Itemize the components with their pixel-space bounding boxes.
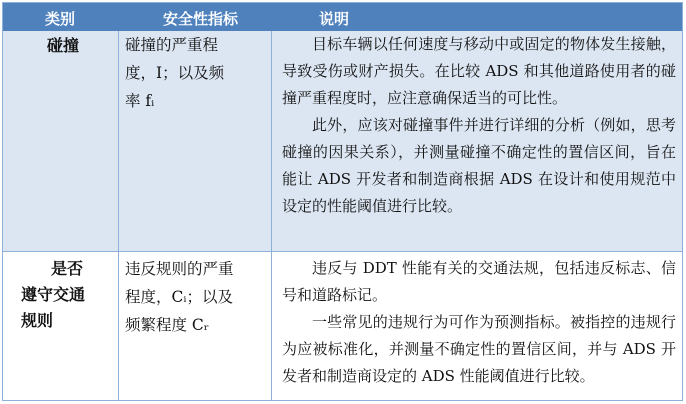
column-divider xyxy=(271,31,272,400)
category-line: 碰撞 xyxy=(46,36,79,55)
table-row-collision xyxy=(3,31,682,251)
indicator-cell xyxy=(125,255,265,339)
indicator-line: 程度，Cᵢ；以及 xyxy=(125,288,233,306)
category-cell xyxy=(33,33,93,59)
indicator-cell xyxy=(125,31,265,115)
header-description: 说明 xyxy=(319,10,350,28)
description-cell xyxy=(282,31,676,220)
description-paragraph: 此外，应该对碰撞事件并进行详细的分析（例如，思考碰撞的因果关系），并测量碰撞不确定性的置信区间，旨在能让 ADS 开发者和制造商根据 ADS 在设计和使用规范中设定的性能阈值进行比较。 xyxy=(282,116,676,215)
column-divider xyxy=(118,31,119,400)
description-paragraph: 违反与 DDT 性能有关的交通法规，包括违反标志、信号和道路标记。 xyxy=(282,259,676,304)
indicator-line: 频繁程度 Cᵣ xyxy=(125,316,210,334)
category-line: 遵守交通 xyxy=(21,285,86,304)
description-cell xyxy=(282,255,676,390)
table-header xyxy=(3,3,682,31)
category-line: 规则 xyxy=(21,311,54,330)
category-line: 是否 xyxy=(51,259,84,278)
indicator-line: 度，I；以及频 xyxy=(125,64,225,82)
header-category: 类别 xyxy=(45,10,76,28)
safety-indicator-table xyxy=(2,2,683,401)
header-indicator: 安全性指标 xyxy=(163,10,239,28)
indicator-line: 碰撞的严重程 xyxy=(125,36,219,54)
description-paragraph: 一些常见的违规行为可作为预测指标。被指控的违规行为应被标准化，并测量不确定性的置信区间，并与 ADS 开发者和制造商设定的 ADS 性能阈值进行比较。 xyxy=(282,313,676,385)
table-row-traffic-rules xyxy=(3,251,682,401)
category-cell xyxy=(21,256,121,334)
indicator-line: 率 fᵢ xyxy=(125,92,155,110)
description-paragraph: 目标车辆以任何速度与移动中或固定的物体发生接触，导致受伤或财产损失。在比较 ADS 和其他道路使用者的碰撞严重程度时，应注意确保适当的可比性。 xyxy=(282,35,676,107)
indicator-line: 违反规则的严重 xyxy=(125,260,234,278)
